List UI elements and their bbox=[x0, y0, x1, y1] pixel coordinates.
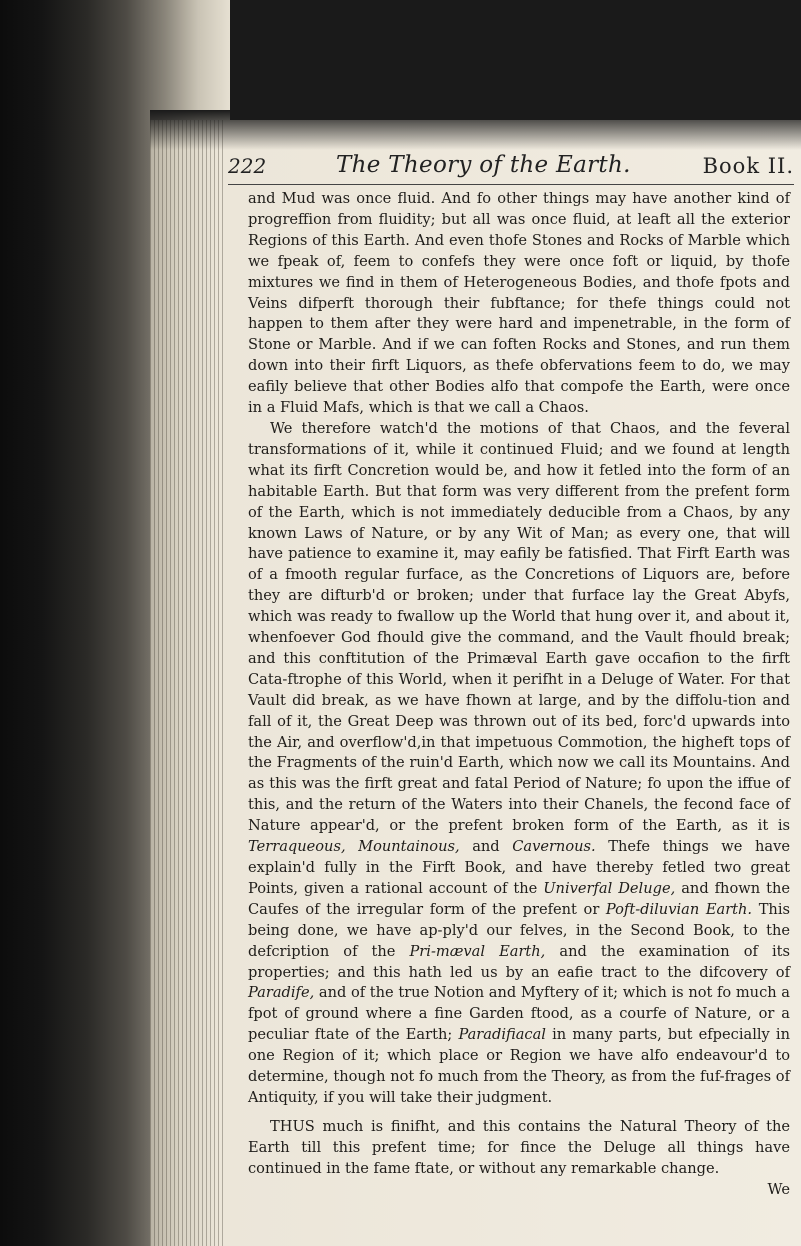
text-run: and of the true Notion and Myftery of it; which is not fo much a fpot of ground where a fine Garden ftood, as a courfe of Nature, or a peculiar ftate of the Earth; bbox=[248, 984, 790, 1044]
text-run: We therefore watch'd the motions of that Chaos, and the feveral transformations of it, while it continued Fluid; and we found at length what its firft Concretion would be, and how it fetled into the form of an habitable Earth. But that form was very different from the prefent form of the Earth, which is not immediately deducible from a Chaos, by any known Laws of Nature, or by any Wit of Man; as every one, that will have patience to examine it, may eafily be fatisfied. That Firft Earth was of a fmooth regular furface, as the Concretions of Liquors are, before they are difturb'd or broken; under that furface lay the Great Abyfs, which was ready to fwallow up the World that hung over it, and about it, whenfoever God fhould give the command, and the Vault fhould break; and this conftitution of the Primæval Earth gave occafion to the firft Cata-ftrophe of this World, when it perifht in a Deluge of Water. For that Vault did break, as we have fhown at large, and by the diffolu-tion and fall of it, the Great Deep was thrown out of its bed, forc'd upwards into the Air, and overflow'd,in that impetuous Commotion, the higheft tops of the Fragments of the ruin'd Earth, which now we call its Mountains. And as this was the firft great and fatal Period of Nature; fo upon the iffue of this, and the return of the Waters into their Chanels, the fecond face of Nature appear'd, or the prefent broken form of the Earth, as it is bbox=[248, 419, 790, 835]
italic-run: Univerfal Deluge, bbox=[543, 879, 676, 897]
italic-run: Poft-diluvian Earth. bbox=[605, 900, 753, 918]
paragraph-3 bbox=[248, 1117, 790, 1180]
text-run: and bbox=[459, 838, 513, 856]
italic-run: Terraqueous, Mountainous, bbox=[248, 838, 460, 856]
text-run: Thefe things we have explain'd fully in the Firft Book, and have thereby fetled two great Points, given a rational account of the bbox=[248, 838, 790, 897]
italic-run: Pri-mæval Earth, bbox=[409, 942, 546, 960]
body-text bbox=[248, 189, 790, 1201]
text-run: THUS much is finifht, and this contains the Natural Theory of the Earth till this prefent time; for fince the Deluge all things have continued in the fame ftate, or without any remarkable change. bbox=[248, 1117, 790, 1177]
top-shadow bbox=[150, 110, 801, 150]
running-header bbox=[228, 152, 794, 186]
page-edges bbox=[150, 120, 225, 1246]
page-number: 222 bbox=[228, 154, 267, 178]
text-run: This being done, we have ap-ply'd our felves, in the Second Book, to the defcription of the bbox=[248, 900, 790, 960]
italic-run: Cavernous. bbox=[512, 838, 596, 856]
italic-run: Paradifiacal bbox=[458, 1026, 546, 1044]
header-rule bbox=[228, 184, 794, 185]
text-run: in many parts, but efpecially in one Region of it; which place or Region we have alfo endeavour'd to determine, though not fo much from the Theory, as from the fuf-frages of Antiquity, if you will take their judgment. bbox=[248, 1026, 791, 1106]
running-title: The Theory of the Earth. bbox=[336, 152, 631, 178]
book-label: Book II. bbox=[702, 154, 794, 178]
catchword: We bbox=[767, 1180, 790, 1198]
paragraph-2 bbox=[248, 419, 790, 1109]
italic-run: Paradife, bbox=[248, 984, 315, 1002]
text-run: and fhown the Caufes of the irregular form of the prefent or bbox=[248, 879, 790, 918]
paragraph-1 bbox=[248, 189, 790, 419]
text-run: and Mud was once fluid. And fo other things may have another kind of progreffion from fluidity; but all was once fluid, at leaft all the exterior Regions of this Earth. And even thofe Stones and Rocks of Marble which we fpeak of, feem to confefs they were once foft or liquid, by thofe mixtures we find in them of Heterogeneous Bodies, and thofe fpots and Veins difperft thorough their fubftance; for thefe things could not happen to them after they were hard and impenetrable, in the form of Stone or Marble. And if we can foften Rocks and Stones, and run them down into their firft Liquors, as thefe obfervations feem to do, we may eafily believe that other Bodies alfo that compofe the Earth, were once in a Fluid Mafs, which is that we call a Chaos. bbox=[248, 190, 790, 417]
text-run: and the examination of its properties; and this hath led us by an eafie tract to the difcovery of bbox=[248, 942, 790, 981]
